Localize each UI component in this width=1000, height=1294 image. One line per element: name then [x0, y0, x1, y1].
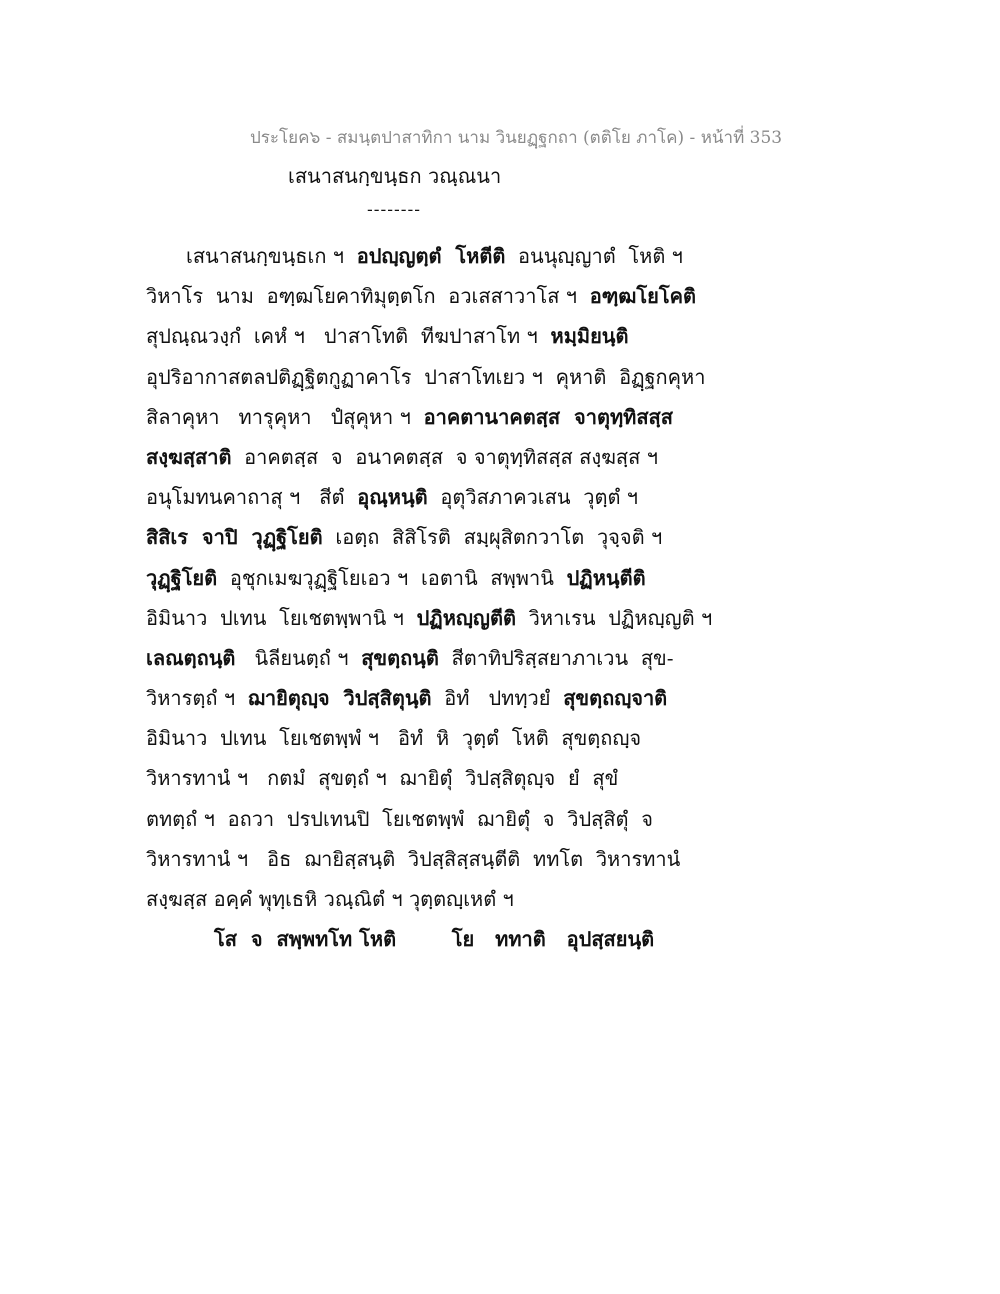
- text-segment: อุปริอากาสตลปติฏฺฐิตกูฏาคาโร ปาสาโทเยว ฯ คุหาติ อิฏฺฐกคุหา: [146, 364, 706, 389]
- text-line: [146, 839, 706, 879]
- text-segment: วิหารตฺถํ ฯ: [146, 686, 248, 711]
- text-line: [146, 316, 706, 356]
- bold-term: วุฏฺฐิโยติ: [146, 565, 218, 590]
- text-segment: สิลาคุหา ทารุคุหา ปํสุคุหา ฯ: [146, 404, 424, 429]
- bold-term: สุขตฺถญฺจาติ: [563, 686, 668, 711]
- text-line: [146, 236, 706, 276]
- text-line: [146, 276, 706, 316]
- text-line: [146, 598, 713, 638]
- text-segment: อนุโมทนคาถาสุ ฯ สีตํ: [146, 485, 358, 510]
- text-line: [146, 678, 706, 718]
- bold-term: ปฏิหญฺญตีติ: [416, 605, 516, 630]
- text-line: [146, 558, 706, 598]
- text-segment: สงฺฆสฺส อคฺคํ พุทฺเธหิ วณฺณิตํ ฯ วุตฺตญฺเหตํ ฯ: [146, 887, 514, 911]
- text-segment: วิหาเรน ปฏิหญฺญติ ฯ: [515, 605, 713, 630]
- text-line: [146, 357, 706, 397]
- bold-term: สิสิเร จาปิ วุฏฺฐิโยติ: [146, 525, 323, 550]
- text-segment: อิมินาว ปเทน โยเชตพฺพํ ฯ อิทํ หิ วุตฺตํ โหติ สุขตฺถญฺจ: [146, 726, 642, 751]
- verse-line: [146, 919, 706, 959]
- text-line: [146, 477, 706, 517]
- text-line: [146, 718, 706, 758]
- bold-term: ฌายิตุญฺจ วิปสฺสิตุนฺติ: [247, 686, 432, 711]
- bold-term: อฑฺฒโยโคติ: [589, 284, 696, 309]
- text-line: [146, 879, 706, 919]
- text-segment: อุตุวิสภาควเสน วุตฺตํ ฯ: [427, 485, 639, 510]
- text-line: [146, 437, 706, 477]
- text-line: [146, 397, 706, 437]
- title-divider: --------: [367, 200, 421, 220]
- running-header: ประโยค๖ - สมนฺตปาสาทิกา นาม วินยฏฺฐกถา (ตติโย ภาโค) - หน้าที่ 353: [250, 128, 783, 148]
- text-segment: เสนาสนกฺขนฺธเก ฯ: [186, 244, 357, 268]
- body-text: [146, 236, 713, 959]
- bold-term: โส จ สพฺพทโท โหติ โย ททาติ อุปสฺสยนฺติ: [214, 927, 655, 952]
- bold-term: ปฏิหนฺตีติ: [566, 565, 646, 590]
- text-segment: นิลียนตฺถํ ฯ: [235, 645, 362, 670]
- text-segment: อิมินาว ปเทน โยเชตพฺพานิ ฯ: [146, 605, 417, 630]
- text-segment: ตทตฺถํ ฯ อถวา ปรปเทนปิ โยเชตพฺพํ ฌายิตุํ จ วิปสฺสิตุํ จ: [146, 806, 653, 831]
- bold-term: หมฺมิยนฺติ: [550, 324, 629, 349]
- section-title: เสนาสนกฺขนฺธก วณฺณนา: [288, 164, 502, 188]
- text-segment: อาคตสฺส จ อนาคตสฺส จ จาตุทฺทิสสฺส สงฺฆสฺส ฯ: [231, 444, 658, 469]
- text-segment: เอตฺถ สิสิโรติ สมฺผุสิตกวาโต วุจฺจติ ฯ: [322, 525, 663, 550]
- text-segment: อนนุญฺญาตํ โหติ ฯ: [505, 244, 683, 268]
- bold-term: อาคตานาคตสฺส จาตุทฺทิสสฺส: [423, 404, 673, 429]
- text-segment: อุชุกเมฆวุฏฺฐิโยเอว ฯ เอตานิ สพฺพานิ: [217, 565, 567, 590]
- bold-term: สงฺฆสฺสาติ: [146, 444, 232, 469]
- text-segment: สุปณฺณวงฺกํ เคหํ ฯ ปาสาโทติ ทีฆปาสาโท ฯ: [146, 324, 551, 349]
- text-segment: สีตาทิปริสฺสยาภาเวน สุข-: [438, 645, 674, 670]
- text-segment: อิทํ ปททฺวยํ: [431, 686, 564, 711]
- text-line: [146, 517, 706, 557]
- bold-term: สุขตฺถนฺติ: [361, 645, 439, 670]
- bold-term: เลณตฺถนฺติ: [146, 645, 236, 670]
- text-line: [146, 799, 706, 839]
- text-line: [146, 758, 706, 798]
- text-segment: วิหารทานํ ฯ กตมํ สุขตฺถํ ฯ ฌายิตุํ วิปสฺสิตุญฺจ ยํ สุขํ: [146, 766, 619, 791]
- bold-term: อปญฺญตฺตํ โหตีติ: [356, 244, 506, 268]
- text-segment: วิหารทานํ ฯ อิธ ฌายิสฺสนฺติ วิปสฺสิสฺสนฺตีติ ททโต วิหารทานํ: [146, 846, 681, 871]
- text-segment: วิหาโร นาม อฑฺฒโยคาทิมุตฺตโก อวเสสาวาโส ฯ: [146, 284, 590, 309]
- bold-term: อุณฺหนฺติ: [357, 485, 428, 510]
- text-line: [146, 638, 706, 678]
